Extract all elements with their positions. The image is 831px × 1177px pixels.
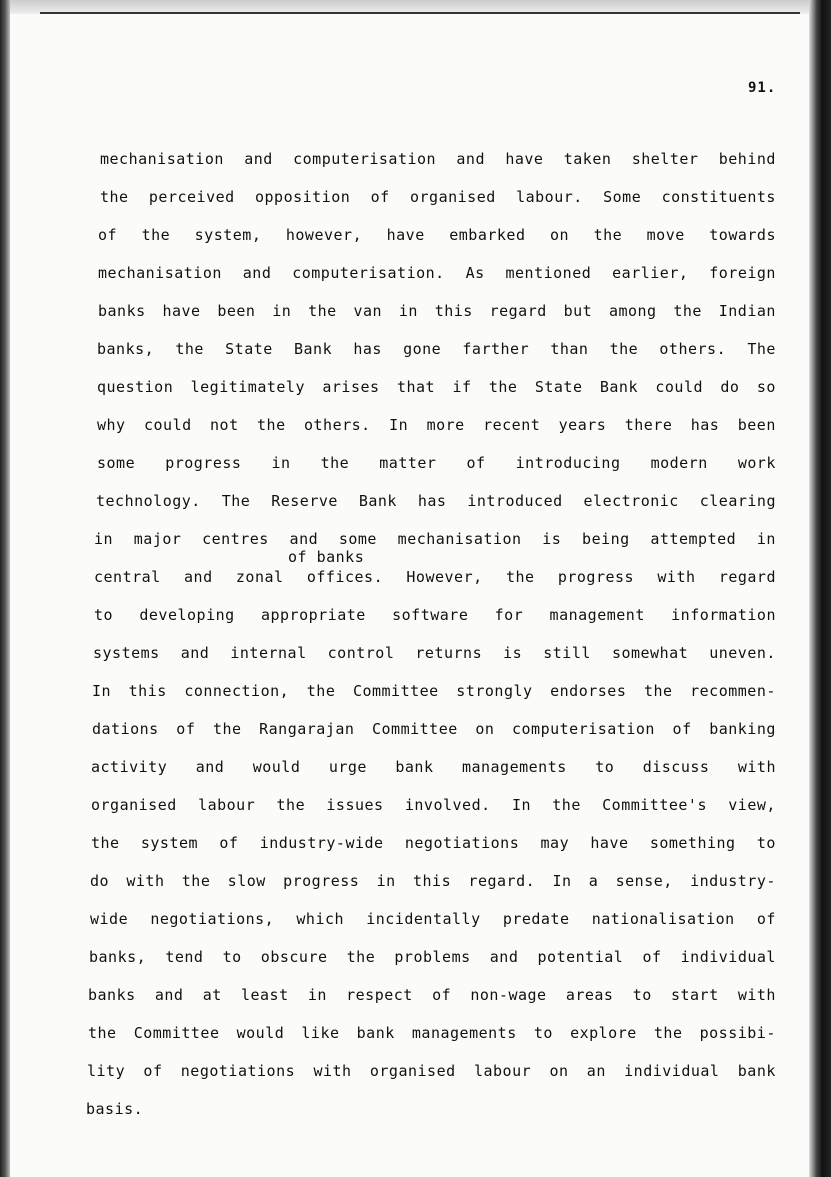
text-line: some progress in the matter of introducing modern work	[97, 454, 776, 472]
text-line: why could not the others. In more recent years there has been	[97, 416, 776, 434]
text-line: activity and would urge bank managements to discuss with	[91, 758, 776, 776]
text-line: organised labour the issues involved. In the Committee's view,	[91, 796, 776, 814]
text-line: the system of industry-wide negotiations may have something to	[91, 834, 776, 852]
text-line: the perceived opposition of organised labour. Some constituents	[100, 188, 776, 206]
text-line: banks, the State Bank has gone farther than the others. The	[97, 340, 776, 358]
text-line: systems and internal control returns is still somewhat uneven.	[93, 644, 776, 662]
text-line: do with the slow progress in this regard. In a sense, industry-	[90, 872, 776, 890]
text-line: In this connection, the Committee strongly endorses the recommen-	[92, 682, 776, 700]
handwritten-insert: of banks	[288, 548, 365, 566]
scan-top-line	[40, 12, 800, 14]
text-line: dations of the Rangarajan Committee on computerisation of banking	[92, 720, 776, 738]
text-line: central and zonal offices. However, the progress with regard	[94, 568, 776, 586]
text-line: mechanisation and computerisation. As mentioned earlier, foreign	[98, 264, 776, 282]
scan-left-binding	[0, 0, 10, 1177]
text-line: of the system, however, have embarked on the move towards	[98, 226, 776, 244]
scan-right-binding	[809, 0, 831, 1177]
text-line: banks have been in the van in this regard but among the Indian	[98, 302, 776, 320]
text-line: wide negotiations, which incidentally predate nationalisation of	[90, 910, 776, 928]
text-line: technology. The Reserve Bank has introduced electronic clearing	[96, 492, 776, 510]
text-line: banks, tend to obscure the problems and potential of individual	[89, 948, 776, 966]
text-line: in major centres and some mechanisation is being attempted in	[94, 530, 776, 548]
text-line: the Committee would like bank managements to explore the possibi-	[88, 1024, 776, 1042]
text-line: mechanisation and computerisation and have taken shelter behind	[100, 150, 776, 168]
text-line: banks and at least in respect of non-wage areas to start with	[88, 986, 776, 1004]
text-line: lity of negotiations with organised labour on an individual bank	[87, 1062, 776, 1080]
text-line: to developing appropriate software for management information	[94, 606, 776, 624]
text-line: question legitimately arises that if the State Bank could do so	[97, 378, 776, 396]
page-number: 91.	[748, 80, 777, 96]
text-line: basis.	[86, 1100, 144, 1118]
